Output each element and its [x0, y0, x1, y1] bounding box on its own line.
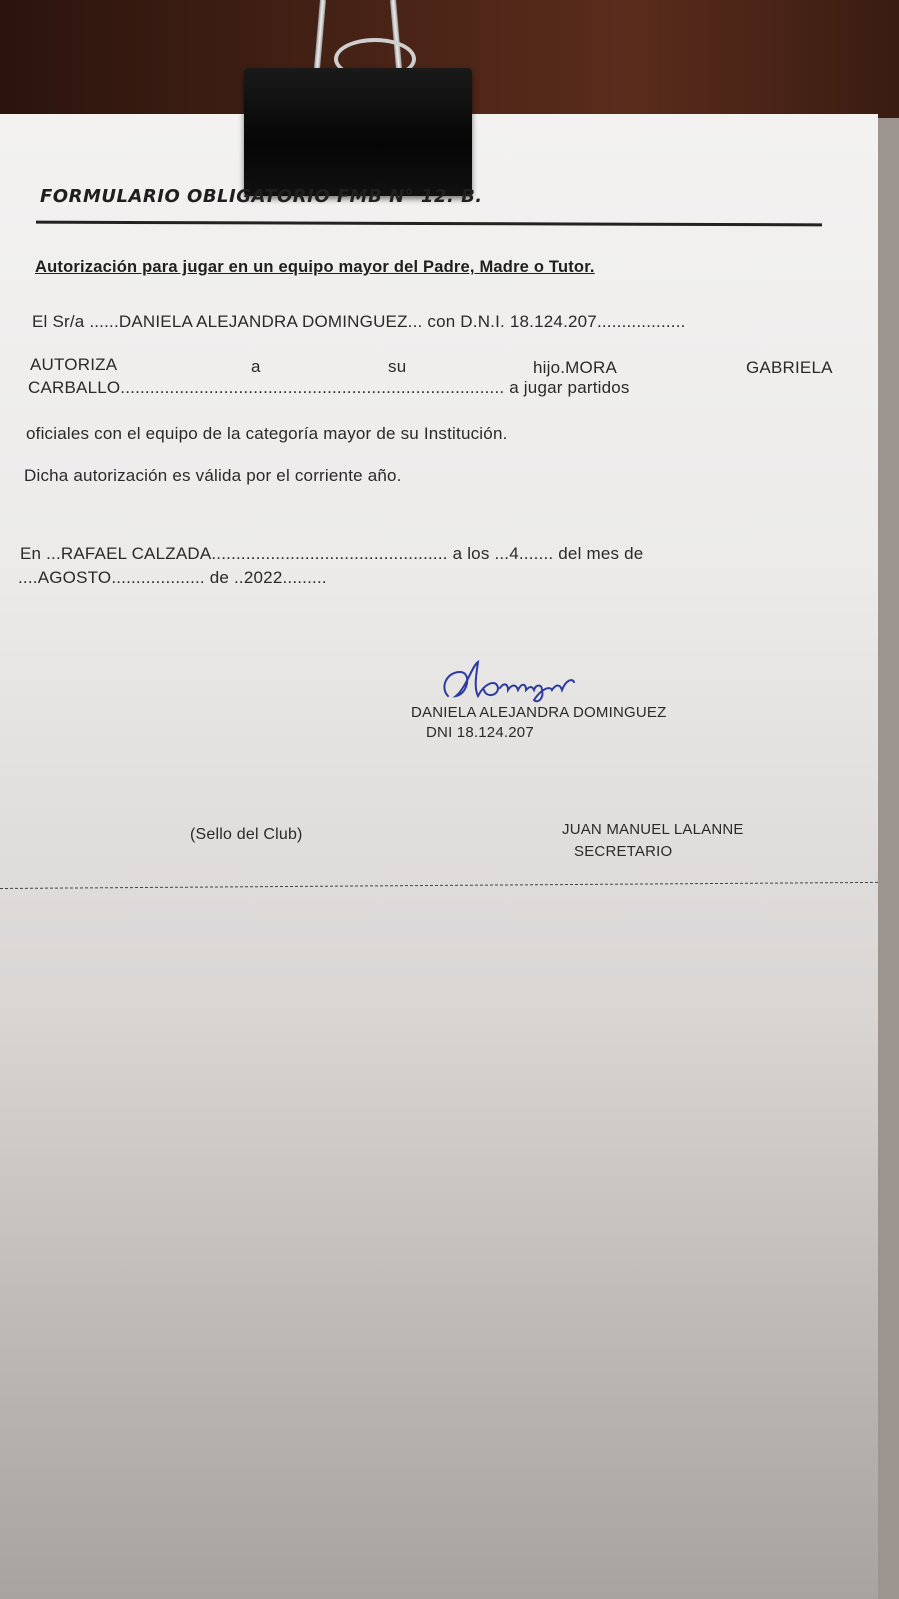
parent-line: El Sr/a ......DANIELA ALEJANDRA DOMINGUEZ... con D.N.I. 18.124.207.................. [32, 312, 686, 331]
signer-name: DANIELA ALEJANDRA DOMINGUEZ [411, 704, 667, 721]
form-title: FORMULARIO OBLIGATORIO FMB N° 12. B. [40, 186, 483, 207]
child-name-line: CARBALLO.............................................................................. a jugar partidos [28, 378, 630, 397]
parent-signature [438, 658, 588, 708]
validity-line: Dicha autorización es válida por el corriente año. [24, 466, 402, 485]
binder-clip [244, 68, 472, 196]
signer-dni: DNI 18.124.207 [426, 724, 534, 741]
hijo-word: hijo.MORA [533, 358, 617, 377]
oficiales-line: oficiales con el equipo de la categoría mayor de su Institución. [26, 424, 508, 443]
gabriela-word: GABRIELA [746, 358, 833, 377]
club-seal-label: (Sello del Club) [190, 826, 303, 843]
su-word: su [388, 357, 407, 376]
secretary-name: JUAN MANUEL LALANNE [562, 821, 744, 838]
month-year-line: ....AGOSTO................... de ..2022......... [18, 568, 327, 587]
secretary-title: SECRETARIO [574, 843, 673, 860]
form-sheet [0, 114, 878, 1599]
a-word: a [251, 357, 261, 376]
autoriza-word: AUTORIZA [30, 355, 118, 374]
form-subtitle: Autorización para jugar en un equipo mayor del Padre, Madre o Tutor. [35, 258, 595, 276]
place-date-line: En ...RAFAEL CALZADA................................................ a los ...4....... del mes de [20, 544, 644, 563]
